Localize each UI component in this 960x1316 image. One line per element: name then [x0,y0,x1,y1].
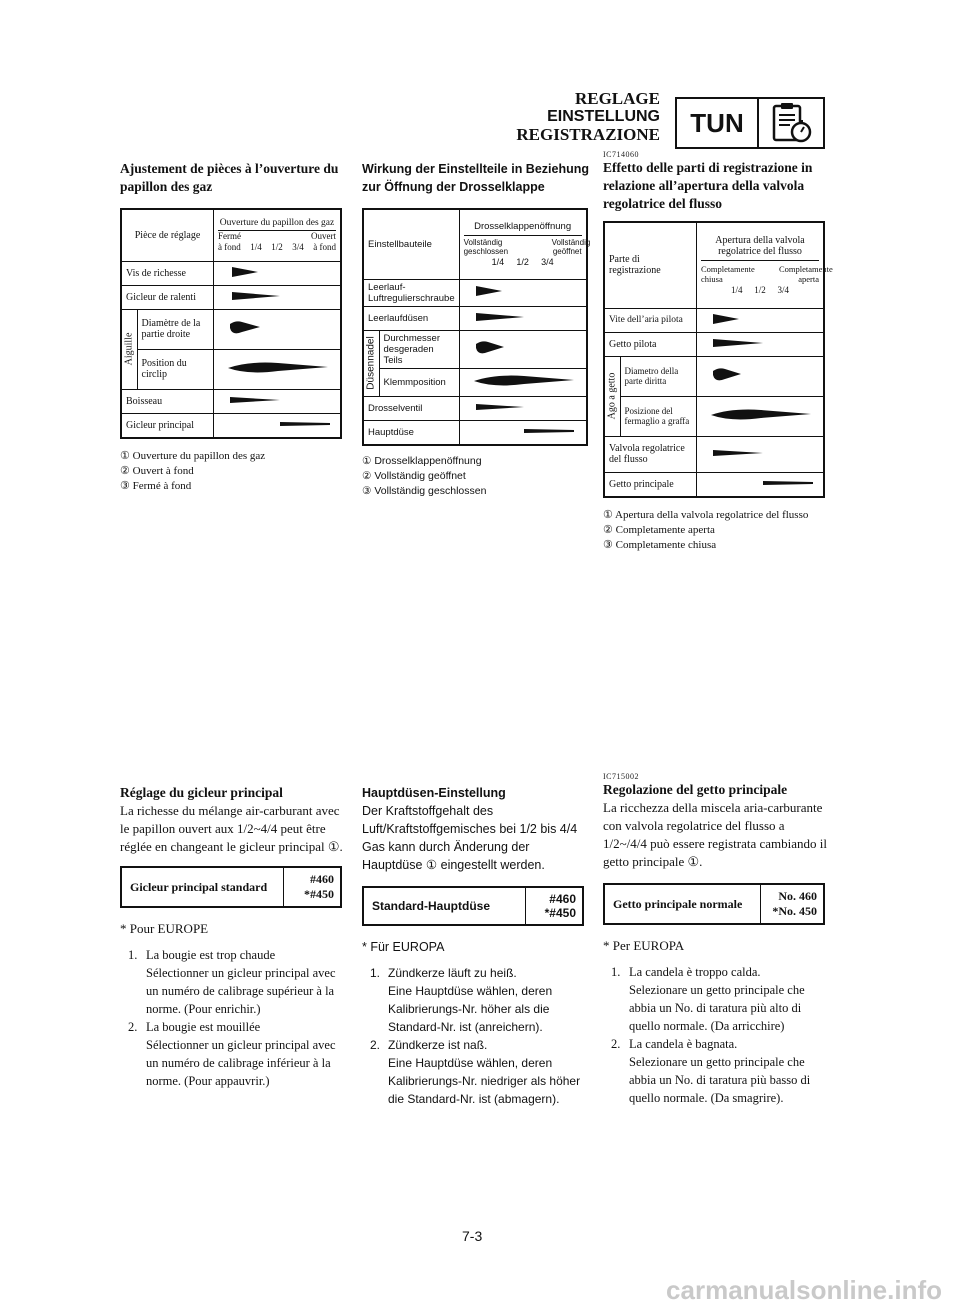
it-code2: IC715002 [603,772,639,781]
de-legend: ① Drosselklappenöffnung ② Vollständig geöffnet ③ Vollständig geschlossen [362,454,487,497]
it-steps [603,963,831,1107]
de-adjustment-table [362,208,591,446]
it-shape-row5 [697,436,825,472]
it-legend: ① Apertura della valvola regolatrice del flusso ② Completamente aperta ③ Completamente chiusa [603,508,809,551]
de-group-label: Düsennadel [363,330,379,396]
it-row-label: Vite dell’aria pilota [604,308,697,332]
de-spec-box [362,886,584,926]
it-shape-row2 [697,332,825,356]
de-steps [362,964,590,1108]
it-shape-row1 [697,308,825,332]
de-col-header-piece: Einstellbauteile [363,209,459,279]
column-italian [603,150,831,553]
fr-legend: ① Ouverture du papillon des gaz ② Ouvert à fond ③ Fermé à fond [120,449,266,492]
it-shape-row3 [697,356,825,396]
fr-ticks: à fond 1/4 1/2 3/4 à fond [218,242,336,253]
fr-shape-row5 [214,389,342,413]
clipboard-stopwatch-icon [759,99,823,147]
de-sub-label: Klemmposition [379,368,459,396]
it-row-label: Valvola regolatrice del flusso [604,436,697,472]
fr-row-label: Gicleur de ralenti [121,285,214,309]
it-spec-label: Getto principale normale [605,885,761,923]
fr-shape-row2 [214,285,342,309]
section-header [516,90,660,144]
fr-steps [120,946,348,1090]
de-shape-row6 [459,420,587,445]
fr-row-label: Vis de richesse [121,261,214,285]
it-col-header-opening: Apertura della valvola regolatrice del flusso Completamente chiusa Completamente aperta 1/4 1/2 3/4 [697,222,825,308]
de-europe-note: * Für EUROPA [362,940,445,954]
fr-section2-title: Réglage du gicleur principal [120,785,283,800]
tun-badge [675,97,825,149]
de-section2-title: Hauptdüsen-Einstellung [362,786,506,800]
de-shape-row5 [459,396,587,420]
fr-col-header-piece: Pièce de réglage [121,209,214,261]
it-row-label: Getto pilota [604,332,697,356]
de-shape-row4 [459,368,587,396]
de-spec-value: #460 *#450 [544,892,576,920]
column-german-section2 [362,784,590,1108]
de-sub-label: Durchmesser desgeraden Teils [379,330,459,368]
fr-step: 1. La bougie est trop chaude Sélectionner un gicleur principal avec un numéro de calibrage supérieur à la norme. (Pour enrichir.) [128,948,336,1016]
tun-label: TUN [677,99,759,147]
it-europe-note: * Per EUROPA [603,938,685,953]
fr-row-label: Gicleur principal [121,413,214,438]
fr-shape-row3 [214,309,342,349]
header-title-it: REGISTRAZIONE [516,125,660,144]
de-step: 1. Zündkerze läuft zu heiß. Eine Hauptdüse wählen, deren Kalibrierungs-Nr. höher als die Standard-Nr. ist (anreichern). [370,966,553,1034]
fr-adjustment-table [120,208,342,439]
de-spec-label: Standard-Hauptdüse [364,888,526,924]
it-code1: IC714060 [603,150,639,159]
de-row-label: Drosselventil [363,396,459,420]
it-group-label: Ago a getto [604,356,620,436]
it-col-header-piece: Parte di registrazione [604,222,697,308]
de-row-label: Hauptdüse [363,420,459,445]
fr-shape-row1 [214,261,342,285]
fr-col-header-opening: Ouverture du papillon des gaz Fermé Ouvert à fond 1/4 1/2 3/4 à fond [214,209,342,261]
fr-sub-label: Position du circlip [137,349,214,389]
fr-step: 2. La bougie est mouillée Sélectionner un gicleur principal avec un numéro de calibrage inférieur à la norme. (Pour appauvrir.) [128,1020,336,1088]
page-number: 7-3 [462,1228,483,1244]
fr-shape-row6 [214,413,342,438]
header-title-de: EINSTELLUNG [547,108,660,125]
de-row-label: Leerlaufdüsen [363,306,459,330]
it-section2-title: Regolazione del getto principale [603,782,788,797]
de-ticks: 1/4 1/2 3/4 [491,257,554,268]
it-shape-row4 [697,396,825,436]
de-shape-row1 [459,279,587,306]
de-col-header-opening: Drosselklappenöffnung Vollständig geschlossen Vollständig geöffnet 1/4 1/2 3/4 [459,209,587,279]
it-shape-row6 [697,472,825,497]
fr-spec-box [120,866,342,908]
it-spec-value: No. 460 *No. 450 [772,889,817,918]
de-section2-body: Der Kraftstoffgehalt des Luft/Kraftstoffgemisches bei 1/2 bis 4/4 Gas kann durch Änderung der Hauptdüse ① eingestellt werden. [362,804,578,872]
column-german [362,160,590,499]
de-shape-row3 [459,330,587,368]
header-title-fr: REGLAGE [574,89,660,108]
watermark: carmanualsonline.info [666,1275,942,1305]
fr-section2-body: La richesse du mélange air-carburant avec le papillon ouvert aux 1/2~4/4 peut être réglée en changeant le gicleur principal ①. [120,803,343,854]
it-step: 2. La candela è bagnata. Selezionare un getto principale che abbia un No. di taratura più basso di quello normale. (Da smagrire). [611,1037,811,1105]
it-sub-label: Diametro della parte diritta [620,356,697,396]
it-step: 1. La candela è troppo calda. Selezionare un getto principale che abbia un No. di taratura più alto di quello normale. (Da arricchire) [611,965,805,1033]
de-row-label: Leerlauf-Luftregulierschraube [363,279,459,306]
column-french [120,160,348,494]
fr-row-label: Boisseau [121,389,214,413]
de-shape-row2 [459,306,587,330]
it-spec-box [603,883,825,925]
de-section1-title: Wirkung der Einstellteile in Beziehung zur Öffnung der Drosselklappe [362,162,590,194]
it-adjustment-table [603,221,833,498]
fr-spec-label: Gicleur principal standard [122,868,284,906]
de-step: 2. Zündkerze ist naß. Eine Hauptdüse wählen, deren Kalibrierungs-Nr. niedriger als höher die Standard-Nr. ist (abmagern). [370,1038,581,1106]
fr-europe-note: * Pour EUROPE [120,921,209,936]
column-french-section2 [120,784,348,1090]
fr-spec-value: #460 *#450 [304,872,334,901]
it-section2-body: La ricchezza della miscela aria-carburante con valvola regolatrice del flusso a 1/2~/4/4 può essere registrata cambiando il getto principale ①. [603,800,827,869]
it-section1-title: Effetto delle parti di registrazione in relazione all’apertura della valvola regolatrice del flusso [603,160,813,211]
it-sub-label: Posizione del fermaglio a graffa [620,396,697,436]
it-ticks: 1/4 1/2 3/4 [731,285,789,296]
fr-group-label: Aiguille [121,309,137,389]
it-row-label: Getto principale [604,472,697,497]
column-italian-section2 [603,772,831,1107]
fr-section1-title: Ajustement de pièces à l’ouverture du papillon des gaz [120,161,339,194]
fr-shape-row4 [214,349,342,389]
fr-sub-label: Diamètre de la partie droite [137,309,214,349]
